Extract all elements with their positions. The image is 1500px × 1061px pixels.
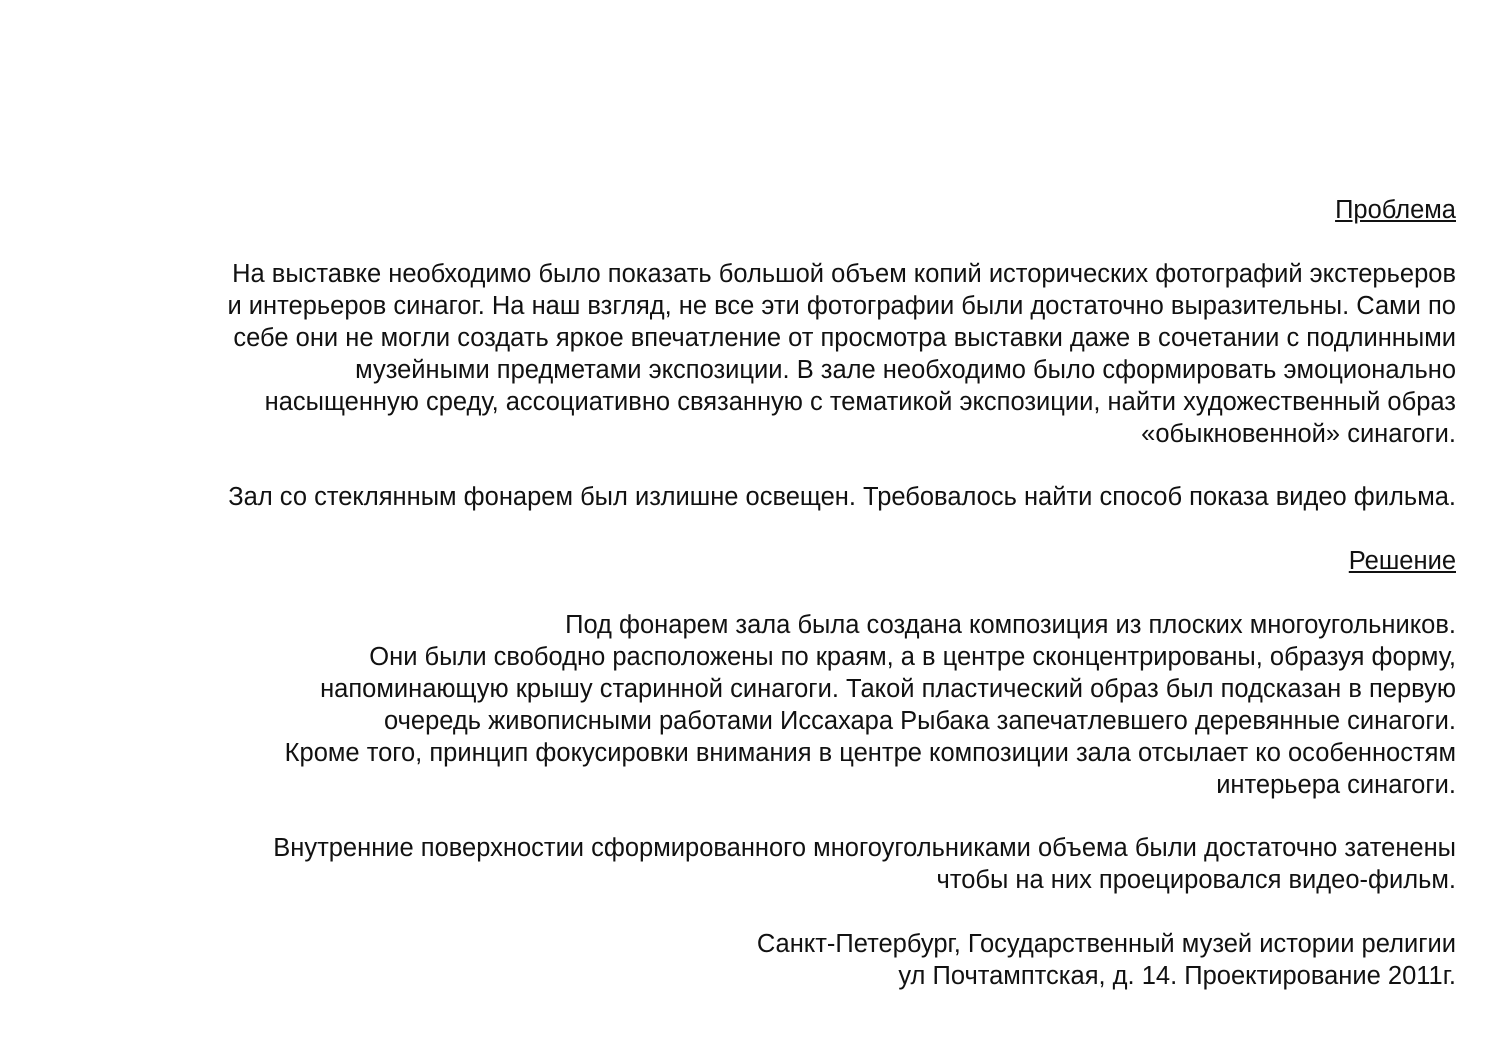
text-line: На выставке необходимо было показать большой объем копий исторических фотографий экстерьеров xyxy=(232,260,1456,288)
text-line: ул Почтамптская, д. 14. Проектирование 2011г. xyxy=(898,962,1456,990)
solution-paragraph-1 xyxy=(285,609,1456,801)
text-line: напоминающую крышу старинной синагоги. Такой пластический образ был подсказан в первую xyxy=(320,675,1456,703)
footer-address xyxy=(757,928,1456,992)
text-line: Санкт-Петербург, Государственный музей истории религии xyxy=(756,930,1456,958)
text-line: интерьера синагоги. xyxy=(1216,771,1456,799)
text-line: очередь живописными работами Иссахара Рыбака запечатлевшего деревянные синагоги. xyxy=(384,707,1456,735)
text-line: Под фонарем зала была создана композиция из плоских многоугольников. xyxy=(565,611,1456,639)
text-line: и интерьеров синагог. На наш взгляд, не все эти фотографии были достаточно выразительны. Сами по xyxy=(227,292,1456,320)
text-line: Они были свободно расположены по краям, а в центре сконцентрированы, образуя форму, xyxy=(369,643,1456,671)
text-line: Внутренние поверхностии сформированного многоугольниками объема были достаточно затенены xyxy=(273,834,1456,862)
text-line: чтобы на них проецировался видео-фильм. xyxy=(936,866,1456,894)
problem-paragraph-1 xyxy=(227,258,1456,450)
problem-paragraph-2 xyxy=(228,481,1456,513)
solution-heading: Решение xyxy=(1348,547,1456,575)
text-line: Зал со стеклянным фонарем был излишне освещен. Требовалось найти способ показа видео фильма. xyxy=(228,483,1456,511)
problem-heading: Проблема xyxy=(1335,196,1456,224)
text-line: насыщенную среду, ассоциативно связанную с тематикой экспозиции, найти художественный образ xyxy=(264,388,1456,416)
solution-paragraph-2 xyxy=(273,832,1456,896)
text-line: Кроме того, принцип фокусировки внимания в центре композиции зала отсылает ко особенностям xyxy=(284,739,1456,767)
text-line: себе они не могли создать яркое впечатление от просмотра выставки даже в сочетании с подлинными xyxy=(233,324,1456,352)
text-line: музейными предметами экспозиции. В зале необходимо было сформировать эмоционально xyxy=(355,356,1456,384)
text-line: «обыкновенной» синагоги. xyxy=(1141,420,1456,448)
